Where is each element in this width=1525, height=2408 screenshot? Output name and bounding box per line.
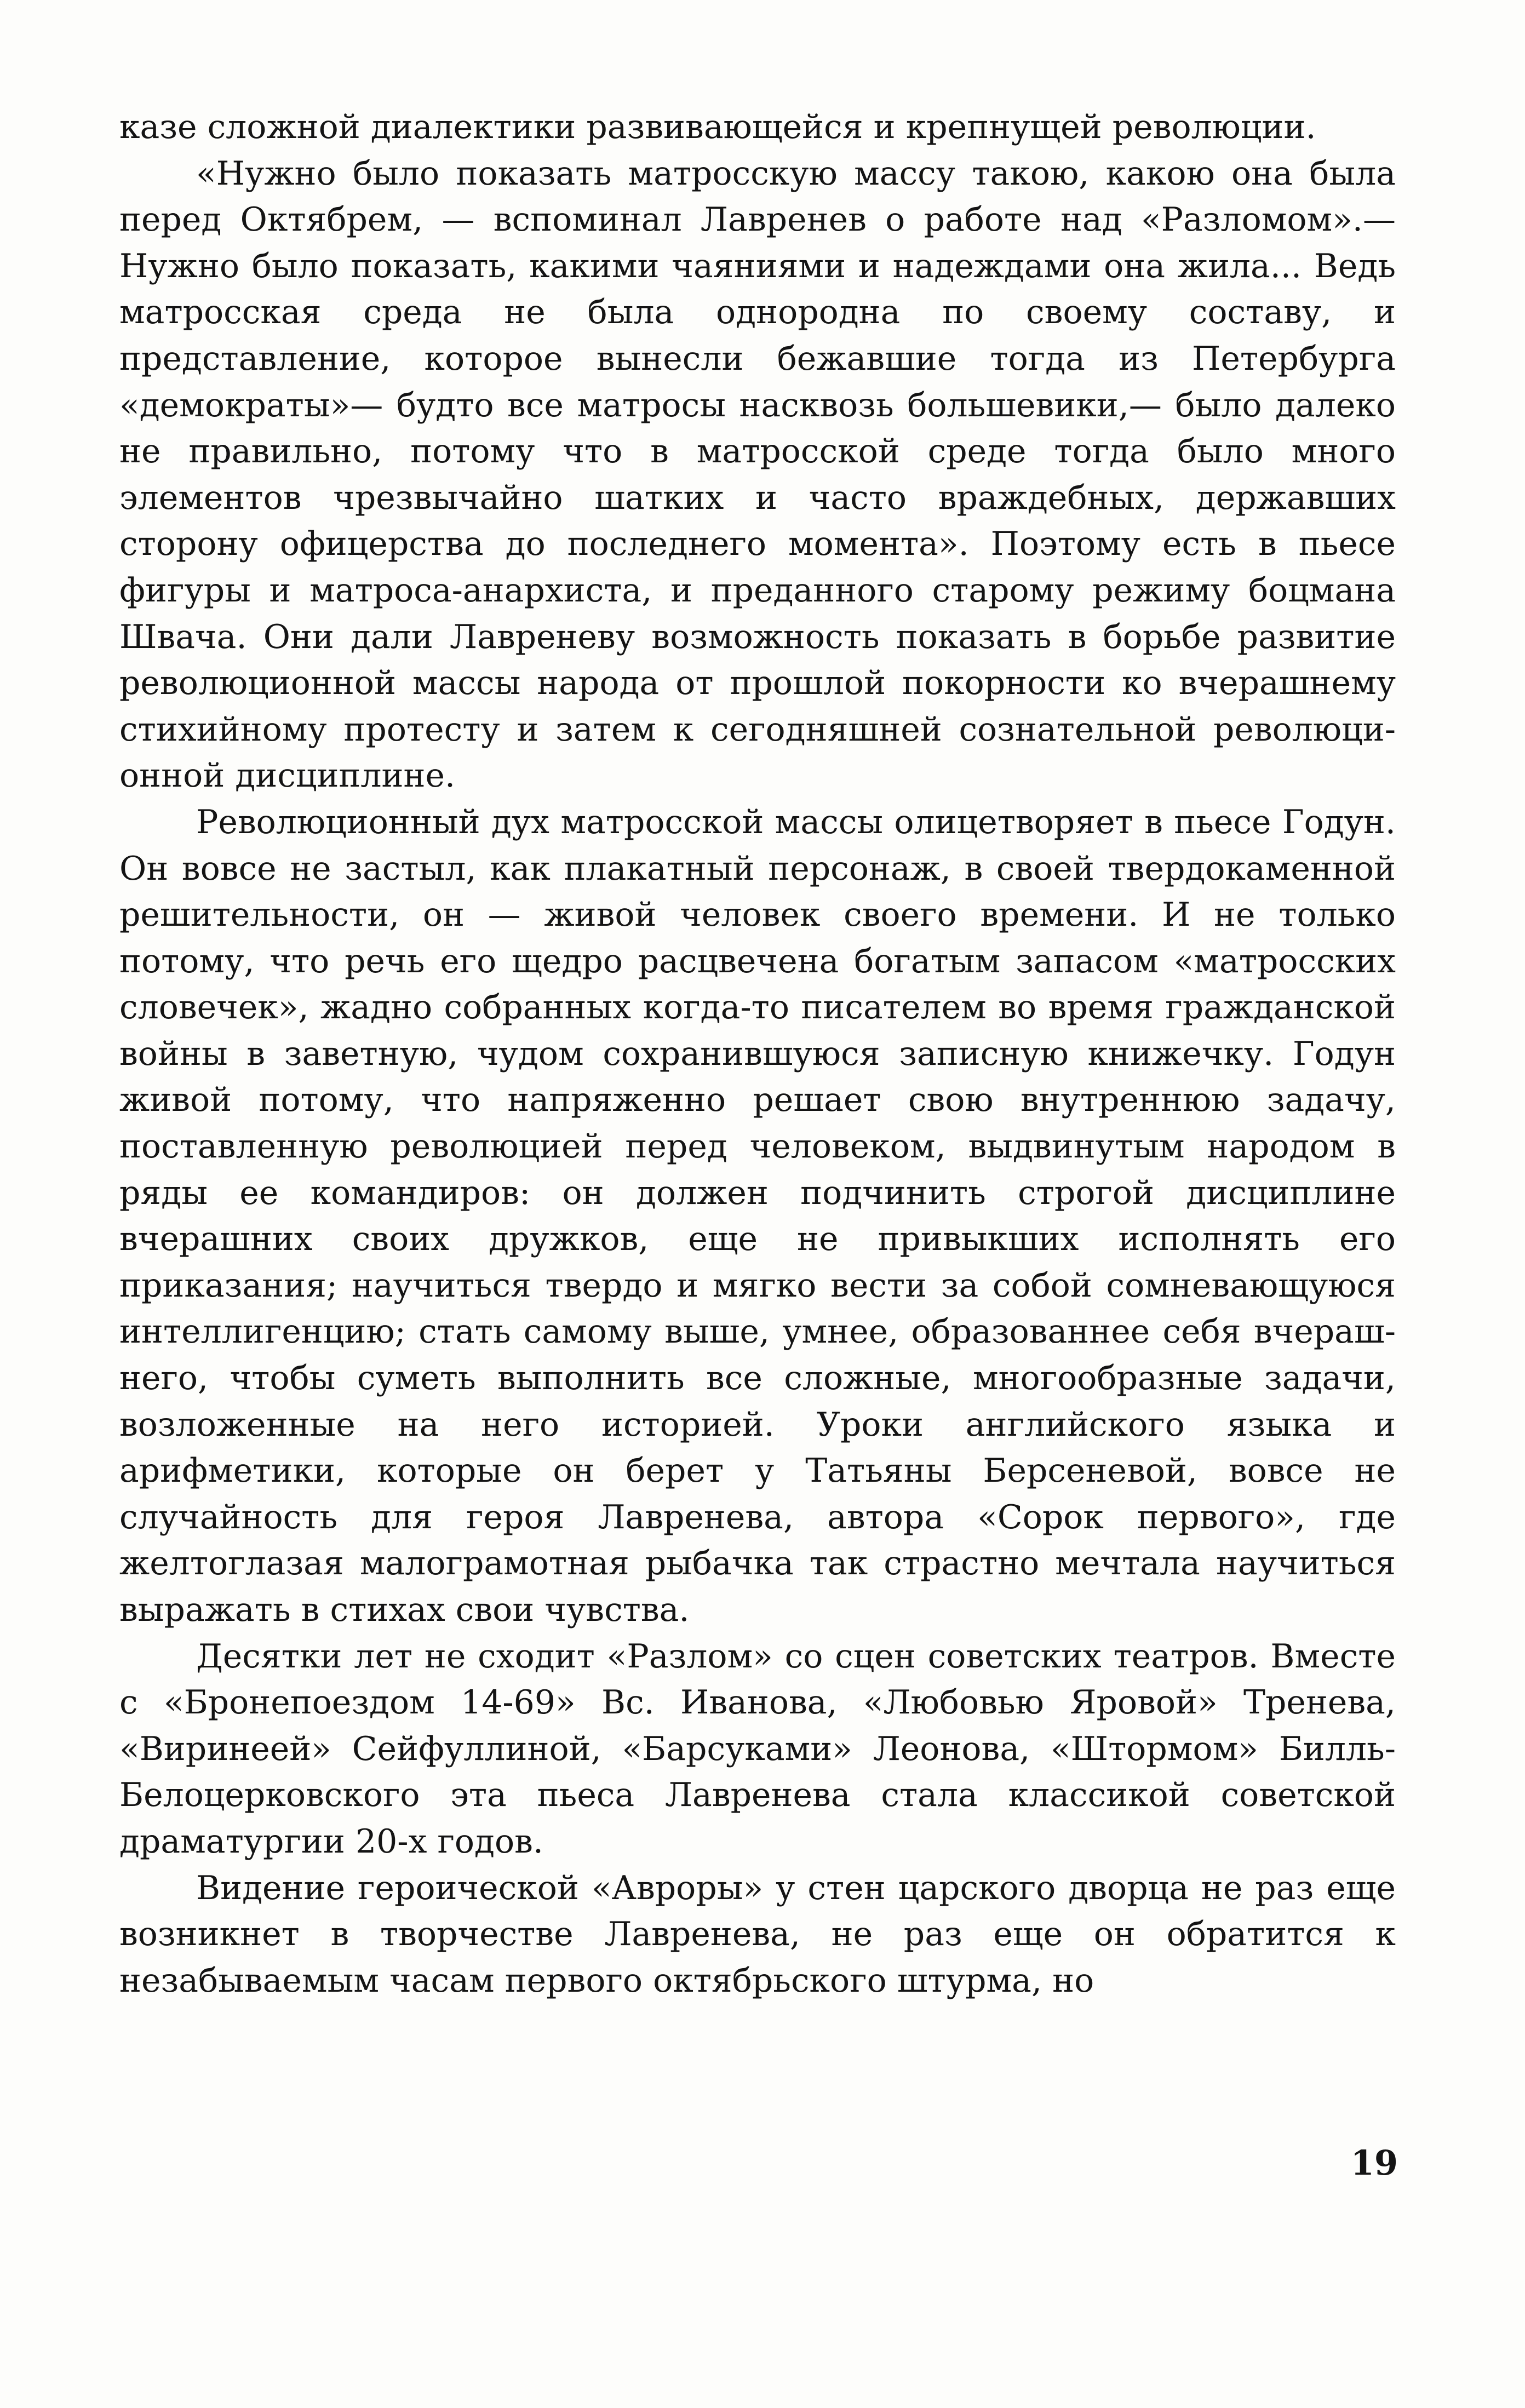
paragraph-continuation: казе сложной диалектики развивающейся и крепнущей революции. bbox=[119, 108, 1316, 146]
paragraph-quote-lavrenev: «Нужно было показать матросскую массу такою, какою она была перед Октябрем, — вспоминал Лавренев о работе над «Разломом».— Нужно было показать, какими чаяниями и надеждами она жила... Ведь матросская среда не была однородна по своему составу, и представление, которое вынесли бежавшие тогда из Петербурга «демократы»— будто все матросы насквозь большевики,— было далеко не правильно, потому что в матросской среде тогда было много элементов чрезвычайно шатких и часто враждебных, державших сторону офицерства до последнего момента». Поэтому есть в пьесе фигуры и матроса-анархиста, и преданного старому режиму боцмана Швача. Они дали Лавреневу возможность показать в борьбе развитие революционной массы народа от прошлой покорности ко вчерашнему стихийному протесту и затем к сегодняшней сознательной революционной дисциплине. bbox=[119, 154, 1396, 795]
page-number: 19 bbox=[1350, 2143, 1398, 2183]
body-text bbox=[119, 104, 1396, 2004]
paragraph-avrora: Видение героической «Авроры» у стен царского дворца не раз еще возникнет в творчестве Лавренева, не раз еще он обратится к незабываемым часам первого октябрьского штурма, но bbox=[119, 1868, 1396, 2000]
paragraph-razlom-theatres: Десятки лет не сходит «Разлом» со сцен советских театров. Вместе с «Бронепоездом 14-69» Вс. Иванова, «Любовью Яровой» Тренева, «Виринеей» Сейфуллиной, «Барсуками» Леонова, «Штормом» Билль-Белоцерковского эта пьеса Лавренева стала классикой советской драматургии 20-х годов. bbox=[119, 1637, 1396, 1861]
paragraph-godun: Революционный дух матросской массы олицетворяет в пьесе Годун. Он вовсе не застыл, как плакатный персонаж, в своей твердокаменной решительности, он — живой человек своего времени. И не только потому, что речь его щедро расцвечена богатым запасом «матросских словечек», жадно собранных когда-то писателем во время гражданской войны в заветную, чудом сохранившуюся записную книжечку. Годун живой потому, что напряженно решает свою внутреннюю задачу, поставленную революцией перед человеком, выдвинутым народом в ряды ее командиров: он должен подчинить строгой дисциплине вчерашних своих дружков, еще не привыкших исполнять его приказания; научиться твердо и мягко вести за собой сомневающуюся интеллигенцию; стать самому выше, умнее, образованнее себя вчерашнего, чтобы суметь выполнить все сложные, многообразные задачи, возложенные на него историей. Уроки английского языка и арифметики, которые он берет у Татьяны Берсеневой, вовсе не случайность для героя Лавренева, автора «Сорок первого», где желтоглазая малограмотная рыбачка так страстно мечтала научиться выражать в стихах свои чувства. bbox=[119, 802, 1396, 1629]
